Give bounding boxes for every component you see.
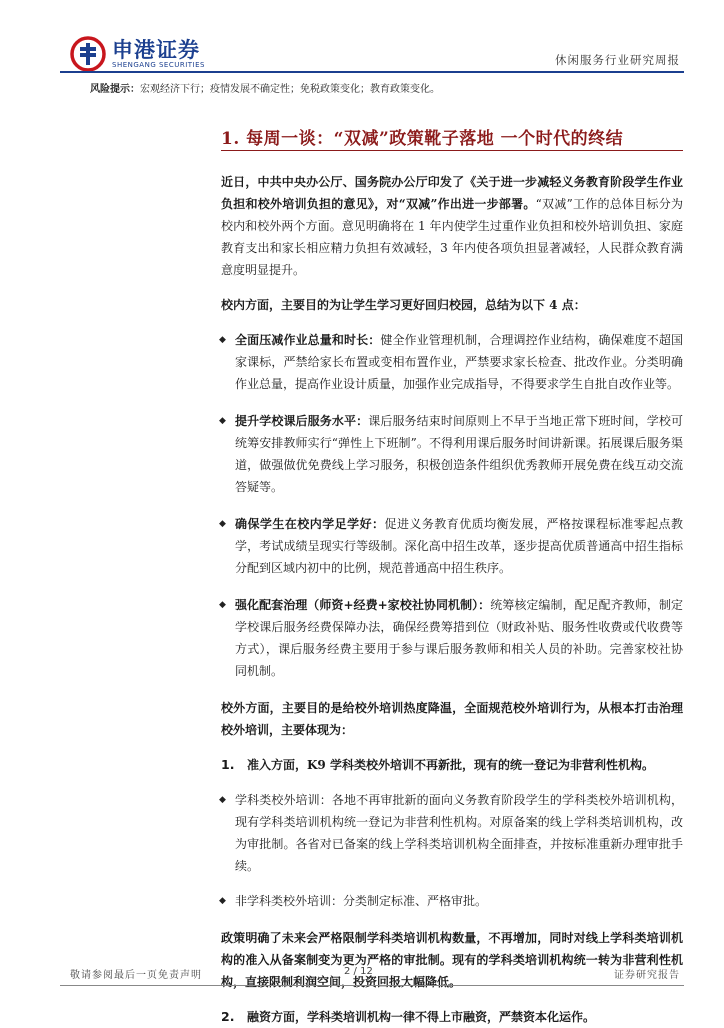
school-point [221, 513, 683, 579]
school-point-text: 统筹核定编制，配足配齐教师，制定学校课后服务经费保障办法，确保经费筹措到位（财政补贴、服务性收费或代收费等方式），课后服务经费主要用于参与课后服务教师和相关人员的补助。完善家校社协同机制。 [235, 598, 683, 678]
section-title: 1. 每周一谈：“双减”政策靴子落地 一个时代的终结 [221, 129, 624, 149]
intro-bold: 近日，中共中央办公厅、国务院办公厅印发了《关于进一步减轻义务教育阶段学生作业负担和校外培训负担的意见》，对“双减”作出进一步部署。 [221, 175, 683, 211]
school-lead: 校内方面，主要目的为让学生学习更好回归校园，总结为以下 4 点： [221, 298, 586, 312]
intro-paragraph [221, 171, 683, 281]
logo-chinese-name: 申港证券 [112, 37, 200, 62]
risk-label: 风险提示： [90, 84, 140, 95]
footer-divider [60, 985, 684, 986]
header-divider [60, 71, 684, 73]
school-point-title: 确保学生在校内学足学好： [235, 517, 385, 531]
risk-warning [90, 80, 440, 95]
item-number: 2. [221, 1009, 235, 1024]
school-point-title: 强化配套治理（师资+经费+家校社协同机制）： [235, 598, 491, 612]
school-point-title: 提升学校课后服务水平： [235, 414, 369, 428]
item-number: 1. [221, 757, 235, 772]
item-text: 融资方面，学科类培训机构一律不得上市融资，严禁资本化运作。 [247, 1010, 596, 1024]
offcampus-lead: 校外方面，主要目的是给校外培训热度降温，全面规范校外培训行为，从根本打击治理校外培训，主要体现为： [221, 701, 683, 737]
school-point-text: 促进义务教育优质均衡发展，严格按课程标准零起点教学，考试成绩呈现实行等级制。深化高中招生改革，逐步提高优质普通高中招生指标分配到区域内初中的比例，规范普通高中招生秩序。 [235, 517, 683, 575]
school-point [221, 329, 683, 395]
numbered-item-1 [221, 754, 683, 776]
report-body [221, 171, 683, 1028]
section-title-rule [221, 150, 683, 151]
school-point [221, 594, 683, 682]
disclaimer-note: 敬请参阅最后一页免责声明 [70, 970, 202, 981]
school-point-text: 课后服务结束时间原则上不早于当地正常下班时间，学校可统筹安排教师实行“弹性上下班制”。不得利用课后服务时间讲新课。拓展课后服务渠道，做强做优免费线上学习服务，积极创造条件组织优秀教师开展免费在线互动交流答疑等。 [235, 414, 683, 494]
report-label: 证券研究报告 [614, 970, 680, 981]
shengang-logo-icon [70, 36, 106, 72]
risk-text: 宏观经济下行；疫情发展不确定性；免税政策变化；教育政策变化。 [140, 84, 440, 95]
school-point-title: 全面压减作业总量和时长： [235, 333, 381, 347]
offcampus-point: ◆ 非学科类校外培训：分类制定标准、严格审批。 [221, 890, 683, 912]
company-logo [70, 34, 205, 74]
intro-rest: “双减”工作的总体目标分为校内和校外两个方面。意见明确将在 1 年内使学生过重作业负担和校外培训负担、家庭教育支出和家长相应精力负担有效减轻，3 年内使各项负担显著减轻，人民群众教育满意度明显提升。 [221, 197, 683, 277]
numbered-item-2 [221, 1006, 683, 1028]
logo-english-name: SHENGANG SECURITIES [112, 60, 205, 69]
page-number: 2 / 12 [344, 966, 373, 977]
policy-summary: 政策明确了未来会严格限制学科类培训机构数量，不再增加，同时对线上学科类培训机构的准入从备案制变为更为严格的审批制。现有的学科类培训机构统一转为非营利性机构，直接限制利润空间，投资回报大幅降低。 [221, 931, 683, 989]
school-point-text: 健全作业管理机制，合理调控作业结构，确保难度不超国家课标，严禁给家长布置或变相布置作业，严禁要求家长检查、批改作业。分类明确作业总量，提高作业设计质量，加强作业完成指导，不得要求学生自批自改作业等。 [235, 333, 683, 391]
report-type: 休闲服务行业研究周报 [555, 53, 680, 67]
offcampus-point: ◆ 学科类校外培训：各地不再审批新的面向义务教育阶段学生的学科类校外培训机构，现有学科类培训机构统一登记为非营利性机构。对原备案的线上学科类培训机构，改为审批制。各省对已备案的线上学科类培训机构全面排查，并按标准重新办理审批手续。 [221, 789, 683, 877]
school-point [221, 410, 683, 498]
item-text: 准入方面，K9 学科类校外培训不再新批，现有的统一登记为非营利性机构。 [247, 758, 654, 772]
